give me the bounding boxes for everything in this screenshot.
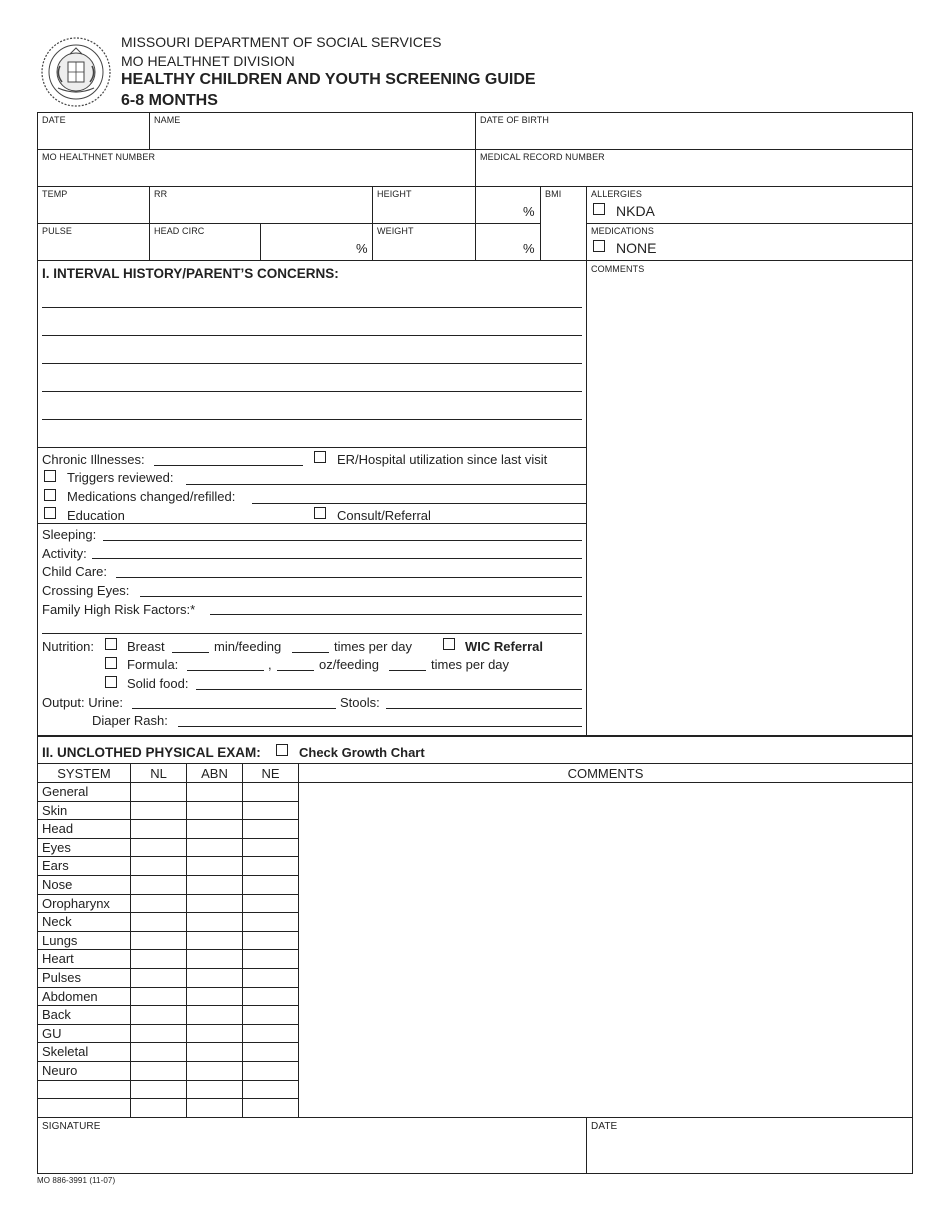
exam-abn-cell[interactable] bbox=[187, 1099, 242, 1116]
exam-title: II. UNCLOTHED PHYSICAL EXAM: bbox=[42, 745, 261, 760]
exam-system-row: General bbox=[42, 784, 89, 799]
pulse-label: PULSE bbox=[42, 226, 73, 236]
triggers-label: Triggers reviewed: bbox=[67, 470, 174, 485]
exam-nl-cell[interactable] bbox=[131, 969, 186, 986]
exam-ne-cell[interactable] bbox=[243, 895, 298, 912]
exam-abn-cell[interactable] bbox=[187, 1006, 242, 1023]
exam-abn-cell[interactable] bbox=[187, 895, 242, 912]
activity-label: Activity: bbox=[42, 546, 87, 561]
urine-field[interactable] bbox=[132, 708, 336, 709]
formula-times-field[interactable] bbox=[389, 670, 426, 671]
exam-abn-cell[interactable] bbox=[187, 1081, 242, 1098]
activity-field[interactable] bbox=[92, 558, 582, 559]
form-number: MO 886-3991 (11-07) bbox=[37, 1176, 116, 1185]
signature-date-field[interactable] bbox=[588, 1134, 911, 1172]
formula-type-field[interactable] bbox=[187, 670, 264, 671]
exam-nl-cell[interactable] bbox=[131, 895, 186, 912]
height-percent: % bbox=[523, 204, 535, 219]
state-seal-logo bbox=[40, 36, 112, 108]
diaper-field[interactable] bbox=[178, 726, 582, 727]
col-abn-header: ABN bbox=[201, 766, 228, 781]
er-checkbox[interactable] bbox=[314, 451, 326, 463]
family-field[interactable] bbox=[210, 614, 582, 615]
crossing-field[interactable] bbox=[140, 596, 582, 597]
col-system-header: SYSTEM bbox=[57, 766, 111, 781]
exam-ne-cell[interactable] bbox=[243, 950, 298, 967]
exam-nl-cell[interactable] bbox=[131, 988, 186, 1005]
exam-nl-cell[interactable] bbox=[131, 932, 186, 949]
rr-field[interactable] bbox=[150, 200, 371, 222]
meds-label: Medications changed/refilled: bbox=[67, 489, 236, 504]
exam-ne-cell[interactable] bbox=[243, 802, 298, 819]
bmi-label: BMI bbox=[545, 189, 562, 199]
medications-label: MEDICATIONS bbox=[591, 226, 654, 236]
exam-nl-cell[interactable] bbox=[131, 950, 186, 967]
exam-ne-cell[interactable] bbox=[243, 820, 298, 837]
exam-abn-cell[interactable] bbox=[187, 1025, 242, 1042]
exam-system-row: Back bbox=[42, 1007, 71, 1022]
exam-ne-cell[interactable] bbox=[243, 1062, 298, 1079]
family-label: Family High Risk Factors:* bbox=[42, 602, 196, 617]
formula-checkbox[interactable] bbox=[105, 657, 117, 669]
exam-ne-cell[interactable] bbox=[243, 1006, 298, 1023]
wic-label: WIC Referral bbox=[465, 639, 544, 654]
exam-ne-cell[interactable] bbox=[243, 783, 298, 800]
name-label: NAME bbox=[154, 115, 181, 125]
exam-abn-cell[interactable] bbox=[187, 950, 242, 967]
comments-area[interactable] bbox=[588, 276, 911, 734]
growth-label: Check Growth Chart bbox=[299, 745, 425, 760]
nkda-checkbox[interactable] bbox=[593, 203, 605, 215]
date-label: DATE bbox=[42, 115, 66, 125]
dob-field[interactable] bbox=[476, 126, 911, 148]
timesperday-label: times per day bbox=[334, 639, 413, 654]
exam-system-row: GU bbox=[42, 1026, 62, 1041]
exam-nl-cell[interactable] bbox=[131, 1062, 186, 1079]
headcirc-label: HEAD CIRC bbox=[154, 226, 205, 236]
ozfeeding-label: oz/feeding bbox=[319, 657, 379, 672]
exam-system-row: Lungs bbox=[42, 933, 78, 948]
timesperday2-label: times per day bbox=[431, 657, 510, 672]
exam-nl-cell[interactable] bbox=[131, 1043, 186, 1060]
exam-abn-cell[interactable] bbox=[187, 1062, 242, 1079]
exam-ne-cell[interactable] bbox=[243, 932, 298, 949]
exam-nl-cell[interactable] bbox=[131, 1006, 186, 1023]
exam-ne-cell[interactable] bbox=[243, 988, 298, 1005]
family-field-2[interactable] bbox=[42, 633, 582, 634]
exam-comments-area[interactable] bbox=[300, 784, 911, 1116]
chronic-label: Chronic Illnesses: bbox=[42, 452, 145, 467]
exam-abn-cell[interactable] bbox=[187, 932, 242, 949]
exam-system-row: Heart bbox=[42, 951, 74, 966]
date-field[interactable] bbox=[38, 126, 148, 148]
exam-abn-cell[interactable] bbox=[187, 857, 242, 874]
exam-abn-cell[interactable] bbox=[187, 802, 242, 819]
consult-label: Consult/Referral bbox=[337, 508, 431, 523]
education-checkbox[interactable] bbox=[44, 507, 56, 519]
exam-nl-cell[interactable] bbox=[131, 839, 186, 856]
exam-ne-cell[interactable] bbox=[243, 969, 298, 986]
exam-abn-cell[interactable] bbox=[187, 969, 242, 986]
sleeping-field[interactable] bbox=[103, 540, 582, 541]
header-dept: MISSOURI DEPARTMENT OF SOCIAL SERVICES bbox=[121, 34, 442, 50]
exam-ne-cell[interactable] bbox=[243, 913, 298, 930]
exam-system-row: Skin bbox=[42, 803, 68, 818]
solid-field[interactable] bbox=[196, 689, 582, 690]
exam-ne-cell[interactable] bbox=[243, 1099, 298, 1116]
education-label: Education bbox=[67, 508, 125, 523]
solid-label: Solid food: bbox=[127, 676, 189, 691]
mhn-field[interactable] bbox=[38, 163, 474, 185]
exam-system-row: Skeletal bbox=[42, 1044, 89, 1059]
growth-checkbox[interactable] bbox=[276, 744, 288, 756]
exam-abn-cell[interactable] bbox=[187, 876, 242, 893]
comments-label: COMMENTS bbox=[591, 264, 645, 274]
exam-system-row: Neck bbox=[42, 914, 72, 929]
breast-times-field[interactable] bbox=[292, 652, 329, 653]
exam-nl-cell[interactable] bbox=[131, 802, 186, 819]
minfeeding-label: min/feeding bbox=[214, 639, 282, 654]
breast-min-field[interactable] bbox=[172, 652, 209, 653]
none-label: NONE bbox=[616, 240, 657, 256]
col-comments-header: COMMENTS bbox=[567, 766, 644, 781]
temp-label: TEMP bbox=[42, 189, 68, 199]
stools-label: Stools: bbox=[340, 695, 380, 710]
concerns-lines[interactable] bbox=[42, 285, 582, 445]
triggers-field[interactable] bbox=[186, 484, 586, 485]
mrn-label: MEDICAL RECORD NUMBER bbox=[480, 152, 605, 162]
chronic-field[interactable] bbox=[154, 465, 303, 466]
er-label: ER/Hospital utilization since last visit bbox=[337, 452, 548, 467]
exam-abn-cell[interactable] bbox=[187, 783, 242, 800]
allergies-label: ALLERGIES bbox=[591, 189, 642, 199]
height-label: HEIGHT bbox=[377, 189, 412, 199]
weight-percent: % bbox=[523, 241, 535, 256]
pulse-field[interactable] bbox=[38, 237, 148, 259]
exam-abn-cell[interactable] bbox=[187, 913, 242, 930]
exam-system-row: Eyes bbox=[42, 840, 71, 855]
exam-system-row: Ears bbox=[42, 858, 69, 873]
breast-checkbox[interactable] bbox=[105, 638, 117, 650]
signature-field[interactable] bbox=[38, 1134, 585, 1172]
childcare-field[interactable] bbox=[116, 577, 582, 578]
stools-field[interactable] bbox=[386, 708, 582, 709]
exam-nl-cell[interactable] bbox=[131, 857, 186, 874]
none-checkbox[interactable] bbox=[593, 240, 605, 252]
exam-nl-cell[interactable] bbox=[131, 820, 186, 837]
exam-ne-cell[interactable] bbox=[243, 1025, 298, 1042]
signature-label: SIGNATURE bbox=[42, 1121, 101, 1132]
nutrition-label: Nutrition: bbox=[42, 639, 95, 654]
mrn-field[interactable] bbox=[476, 163, 911, 185]
col-nl-header: NL bbox=[150, 766, 167, 781]
wic-checkbox[interactable] bbox=[443, 638, 455, 650]
exam-ne-cell[interactable] bbox=[243, 857, 298, 874]
weight-label: WEIGHT bbox=[377, 226, 414, 236]
exam-nl-cell[interactable] bbox=[131, 1025, 186, 1042]
headcirc-field[interactable] bbox=[150, 237, 259, 259]
exam-system-row: Head bbox=[42, 821, 74, 836]
height-field[interactable] bbox=[373, 200, 474, 222]
exam-nl-cell[interactable] bbox=[131, 876, 186, 893]
exam-ne-cell[interactable] bbox=[243, 1043, 298, 1060]
exam-abn-cell[interactable] bbox=[187, 820, 242, 837]
diaper-label: Diaper Rash: bbox=[92, 713, 168, 728]
rr-label: RR bbox=[154, 189, 168, 199]
exam-system-row: Abdomen bbox=[42, 989, 98, 1004]
formula-oz-field[interactable] bbox=[277, 670, 314, 671]
triggers-checkbox[interactable] bbox=[44, 470, 56, 482]
dob-label: DATE OF BIRTH bbox=[480, 115, 549, 125]
headcirc-percent: % bbox=[356, 241, 368, 256]
formula-label: Formula: bbox=[127, 657, 179, 672]
solid-checkbox[interactable] bbox=[105, 676, 117, 688]
consult-checkbox[interactable] bbox=[314, 507, 326, 519]
formula-comma: , bbox=[268, 657, 272, 672]
exam-ne-cell[interactable] bbox=[243, 1081, 298, 1098]
page-subtitle: 6-8 MONTHS bbox=[121, 92, 218, 109]
exam-nl-cell[interactable] bbox=[131, 783, 186, 800]
meds-field[interactable] bbox=[252, 503, 586, 504]
exam-abn-cell[interactable] bbox=[187, 1043, 242, 1060]
exam-system-row: Oropharynx bbox=[42, 896, 110, 911]
output-label: Output: Urine: bbox=[42, 695, 123, 710]
crossing-label: Crossing Eyes: bbox=[42, 583, 130, 598]
exam-ne-cell[interactable] bbox=[243, 839, 298, 856]
exam-abn-cell[interactable] bbox=[187, 839, 242, 856]
name-field[interactable] bbox=[150, 126, 474, 148]
exam-nl-cell[interactable] bbox=[131, 1081, 186, 1098]
exam-system-row: Pulses bbox=[42, 970, 82, 985]
exam-nl-cell[interactable] bbox=[131, 913, 186, 930]
header-division: MO HEALTHNET DIVISION bbox=[121, 53, 295, 69]
mhn-label: MO HEALTHNET NUMBER bbox=[42, 152, 156, 162]
exam-system-row: Nose bbox=[42, 877, 73, 892]
col-ne-header: NE bbox=[261, 766, 280, 781]
exam-abn-cell[interactable] bbox=[187, 988, 242, 1005]
sleeping-label: Sleeping: bbox=[42, 527, 97, 542]
meds-checkbox[interactable] bbox=[44, 489, 56, 501]
weight-field[interactable] bbox=[373, 237, 474, 259]
history-title: I. INTERVAL HISTORY/PARENT’S CONCERNS: bbox=[42, 266, 339, 281]
exam-system-row: Neuro bbox=[42, 1063, 78, 1078]
temp-field[interactable] bbox=[38, 200, 148, 222]
page-title: HEALTHY CHILDREN AND YOUTH SCREENING GUIDE bbox=[121, 71, 536, 88]
childcare-label: Child Care: bbox=[42, 564, 108, 579]
exam-ne-cell[interactable] bbox=[243, 876, 298, 893]
nkda-label: NKDA bbox=[616, 203, 655, 219]
signature-date-label: DATE bbox=[591, 1121, 618, 1132]
exam-nl-cell[interactable] bbox=[131, 1099, 186, 1116]
breast-label: Breast bbox=[127, 639, 165, 654]
